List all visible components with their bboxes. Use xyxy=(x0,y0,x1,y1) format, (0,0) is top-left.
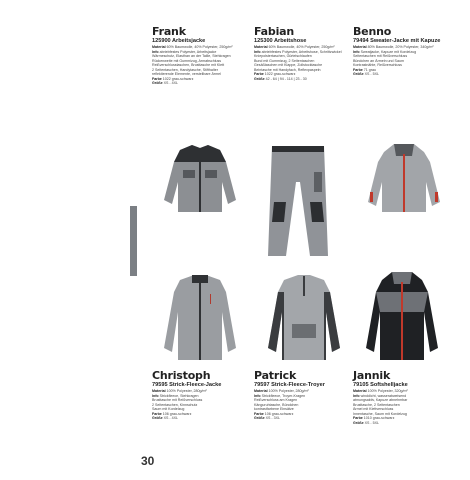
info-line: Info winddicht, wasserabweisend xyxy=(353,393,407,398)
softshell-zip xyxy=(401,282,403,360)
product-jannik xyxy=(353,370,449,425)
info-line: Känguruhtasche, Bündchen xyxy=(254,402,299,407)
product-name: Frank xyxy=(152,25,186,38)
product-code: 79597 Strick-Fleece-Troyer xyxy=(254,382,325,388)
product-name: Jannik xyxy=(353,369,391,382)
color-line: Farbe 1022 grau-schwarz xyxy=(152,76,194,81)
info-line: Info Strickfleece, Stehkragen xyxy=(152,393,199,398)
info-line: Reißverschluss am Kragen xyxy=(254,398,298,402)
info-line: Wärmeschutz, Elasthan an der Taille, Stehkragen xyxy=(152,54,231,58)
material-line: Material 100% Polyester, 280g/m² xyxy=(254,389,309,393)
material-line: Material 100% Polyester, 280g/m² xyxy=(152,389,207,393)
jacket-image-christoph xyxy=(150,272,250,362)
jacket-pocket xyxy=(183,170,195,178)
material-line: Material 80% Baumwolle, 20% Polyester, 340g/m² xyxy=(353,45,434,49)
hoodie-image-benno xyxy=(356,142,452,214)
page-number: 30 xyxy=(141,454,155,468)
trousers-image-fabian xyxy=(258,142,338,260)
jacket-zip xyxy=(199,280,201,360)
trouser-pocket xyxy=(314,172,322,192)
info-line: Kniepolstertaschen, Gürtelschlaufen xyxy=(254,54,312,58)
info-line: reflektierende Elemente, verstellbare Ärmel xyxy=(152,72,221,76)
product-code: 125900 Arbeitsjacke xyxy=(152,38,206,44)
pullover-side-panel xyxy=(268,292,284,360)
trouser-waistband xyxy=(272,146,324,152)
info-line: Gesäßtaschen mit Klappe, Zollstocktasche xyxy=(254,63,323,67)
info-line: Kontrastnähte, Reißverschluss xyxy=(353,63,402,67)
info-line: kontrastfarbene Einsätze xyxy=(254,407,294,411)
jacket-image-frank xyxy=(150,142,250,214)
hoodie-stripe xyxy=(370,192,373,202)
jacket-zip xyxy=(199,148,201,212)
info-line: 2 Seitentaschen, Handytasche, Stifthalter xyxy=(152,67,218,72)
size-line: Größe XS - 5XL xyxy=(353,420,379,425)
info-line: Ärmel mit Klettverschluss xyxy=(353,407,394,411)
size-line: Größe 42 - 64 | 94 - 114 | 23 - 30 xyxy=(254,76,307,81)
product-benno xyxy=(353,26,449,77)
material-line: Material 60% Baumwolle, 40% Polyester, 250g/m² xyxy=(254,45,335,49)
hoodie-zip xyxy=(403,154,405,212)
info-line: Info Strickfleece, Troyer-Kragen xyxy=(254,393,306,398)
info-line: atmungsaktiv, Kapuze abnehmbar xyxy=(353,398,408,402)
material-line: Material 60% Baumwolle, 40% Polyester, 250g/m² xyxy=(152,45,233,49)
info-line: Info abriebfestes Polyester, Arbeitsjacke xyxy=(152,49,217,54)
product-name: Christoph xyxy=(152,369,211,382)
info-line: Info abriebfestes Polyester, Arbeitshose, Schrittzwickel xyxy=(254,49,342,54)
product-fabian xyxy=(254,26,350,81)
color-line: Farbe 1022 grau-schwarz xyxy=(254,72,296,76)
size-line: Größe XS - 5XL xyxy=(353,72,379,76)
size-line: Größe XS - 3XL xyxy=(254,416,280,420)
info-line: Bündchen an Ärmeln und Saum xyxy=(353,58,404,63)
product-patrick xyxy=(254,370,350,421)
info-line: Bund mit Gummizug, 2 Seitentaschen xyxy=(254,58,315,63)
material-line: Material 100% Polyester, 320g/m² xyxy=(353,389,408,393)
softshell-image-jannik xyxy=(352,270,452,362)
product-christoph xyxy=(152,370,248,421)
product-code: 79595 Strick-Fleece-Jacke xyxy=(152,382,222,388)
product-code: 79494 Sweater-Jacke mit Kapuze xyxy=(353,38,441,44)
pullover-image-patrick xyxy=(256,272,352,362)
info-line: Info Sweatjacke, Kapuze mit Kordelzug xyxy=(353,49,417,54)
info-line: Brusttasche, 2 Seitentaschen xyxy=(353,402,400,407)
product-code: 125300 Arbeitshose xyxy=(254,38,307,44)
product-name: Fabian xyxy=(254,25,294,38)
jacket-pocket-zip xyxy=(210,294,211,304)
color-line: Farbe 106 grau-schwarz xyxy=(152,411,192,416)
color-line: Farbe 1010 grau-schwarz xyxy=(353,416,395,420)
info-line: Reißverschlusstaschen, Brusttasche mit Klett xyxy=(152,63,225,67)
trouser-knee-patch xyxy=(272,202,286,222)
color-line: Farbe 71 grau xyxy=(353,67,376,72)
trouser-knee-patch xyxy=(310,202,324,222)
product-name: Patrick xyxy=(254,369,297,382)
trouser-body xyxy=(268,146,328,256)
hoodie-stripe xyxy=(435,192,438,202)
pullover-pocket xyxy=(292,324,316,338)
chapter-tab xyxy=(130,206,137,276)
color-line: Farbe 106 grau-schwarz xyxy=(254,411,294,416)
info-line: 2 Seitentaschen, Kinnschutz xyxy=(152,402,198,407)
info-line: Seitentaschen mit Reißverschluss xyxy=(353,54,408,58)
info-line: Saum mit Kordelzug xyxy=(152,407,185,411)
pullover-side-panel xyxy=(324,292,340,360)
product-frank xyxy=(152,26,248,86)
info-line: Rückenweite mit Gummizug, Armabschluss xyxy=(152,58,222,63)
jacket-pocket xyxy=(205,170,217,178)
size-line: Größe XS - 4XL xyxy=(152,416,178,420)
pullover-collar-zip xyxy=(303,276,305,296)
product-code: 79105 Softshelljacke xyxy=(353,382,408,388)
size-line: Größe XS - 4XL xyxy=(152,81,178,85)
info-line: Brusttasche mit Reißverschluss xyxy=(152,398,203,402)
info-line: Innentasche, Saum mit Kordelzug xyxy=(353,411,407,416)
info-line: Beintasche mit Handyfach, Reflexpaspeln xyxy=(254,67,321,72)
product-name: Benno xyxy=(353,25,392,38)
